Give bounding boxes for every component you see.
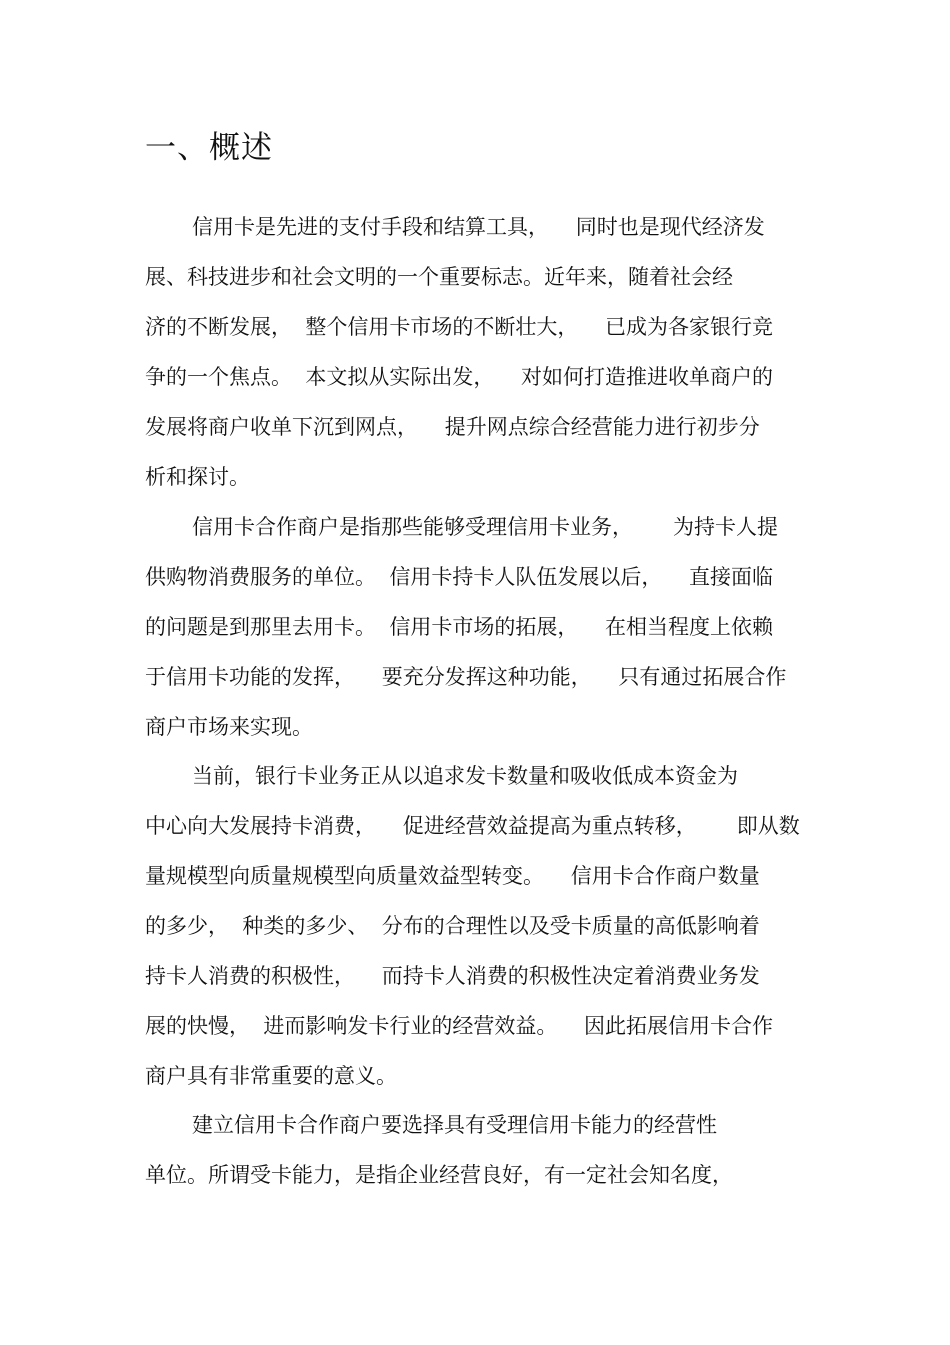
paragraph-line: 商户市场来实现。 [145, 715, 313, 739]
paragraph-line: 供购物消费服务的单位。 信用卡持卡人队伍发展以后， 直接面临 [145, 565, 774, 589]
paragraph-line: 展、科技进步和社会文明的一个重要标志。近年来，随着社会经 [145, 265, 733, 289]
paragraph-line: 展的快慢， 进而影响发卡行业的经营效益。 因此拓展信用卡合作 [145, 1014, 774, 1038]
paragraph-line: 济的不断发展， 整个信用卡市场的不断壮大， 已成为各家银行竞 [145, 315, 774, 339]
paragraph-line: 的问题是到那里去用卡。 信用卡市场的拓展， 在相当程度上依赖 [145, 615, 774, 639]
paragraph-line: 商户具有非常重要的意义。 [145, 1064, 397, 1088]
paragraph-line: 建立信用卡合作商户要选择具有受理信用卡能力的经营性 [192, 1113, 717, 1137]
paragraph-line: 量规模型向质量规模型向质量效益型转变。 信用卡合作商户数量 [145, 864, 760, 888]
section-heading: 一、概述 [145, 130, 273, 166]
paragraph-line: 单位。所谓受卡能力，是指企业经营良好，有一定社会知名度， [145, 1163, 733, 1187]
paragraph-line: 信用卡合作商户是指那些能够受理信用卡业务， 为持卡人提 [192, 515, 779, 539]
paragraph-line: 发展将商户收单下沉到网点， 提升网点综合经营能力进行初步分 [145, 415, 760, 439]
paragraph-line: 的多少， 种类的多少、 分布的合理性以及受卡质量的高低影响着 [145, 914, 760, 938]
paragraph-line: 持卡人消费的积极性， 而持卡人消费的积极性决定着消费业务发 [145, 964, 760, 988]
paragraph-line: 于信用卡功能的发挥， 要充分发挥这种功能， 只有通过拓展合作 [145, 665, 787, 689]
paragraph-line: 中心向大发展持卡消费， 促进经营效益提高为重点转移， 即从数 [145, 814, 800, 838]
paragraph-line: 争的一个焦点。 本文拟从实际出发， 对如何打造推进收单商户的 [145, 365, 774, 389]
paragraph-line: 析和探讨。 [145, 465, 250, 489]
paragraph-line: 当前，银行卡业务正从以追求发卡数量和吸收低成本资金为 [192, 764, 738, 788]
paragraph-line: 信用卡是先进的支付手段和结算工具， 同时也是现代经济发 [192, 215, 765, 239]
